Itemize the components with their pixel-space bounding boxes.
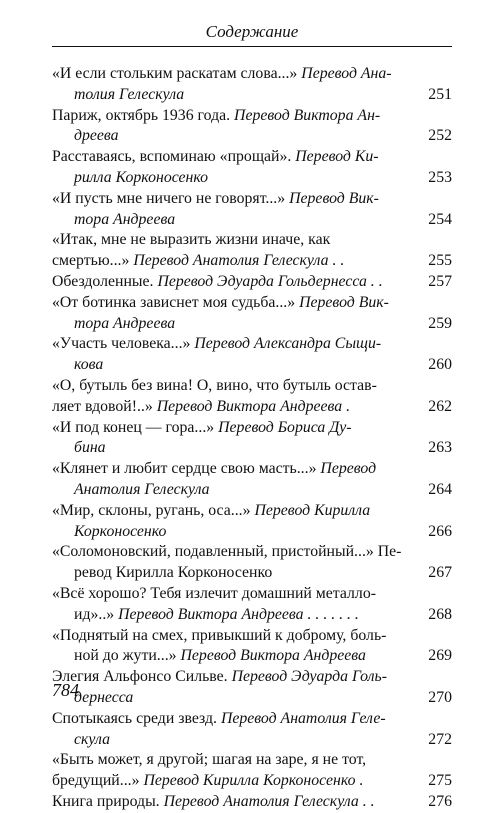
table-of-contents: [52, 64, 452, 813]
toc-entry: [52, 542, 452, 584]
toc-entry-title: «От ботинка зависнет моя судьба...» Перевод Вик-: [52, 293, 389, 311]
toc-entry-continuation: Анатолия Гелескула: [74, 480, 210, 498]
toc-entry-title: «Всё хорошо? Тебя излечит домашний металло-: [52, 584, 376, 602]
toc-page-number: 260: [428, 356, 452, 374]
toc-entry: [52, 64, 452, 106]
toc-page-number: 253: [428, 168, 452, 186]
toc-entry-continuation: ревод Кирилла Корконосенко: [74, 564, 273, 582]
toc-entry-title: Спотыкаясь среди звезд. Перевод Анатолия Геле-: [52, 709, 386, 727]
toc-page-number: 259: [428, 314, 452, 332]
toc-entry-title: «И если стольким раскатам слова...» Перевод Ана-: [52, 65, 392, 82]
toc-entry-title: «И пусть мне ничего не говорят...» Перевод Вик-: [52, 189, 379, 207]
toc-page-number: 268: [428, 605, 452, 623]
toc-entry: [52, 792, 452, 813]
toc-page-number: 264: [428, 480, 452, 498]
toc-page-number: 255: [428, 252, 452, 270]
toc-entry-title: «Итак, мне не выразить жизни иначе, как: [52, 231, 331, 249]
toc-entry: [52, 709, 452, 751]
toc-entry: [52, 293, 452, 335]
toc-entry-continuation: скула: [74, 730, 110, 748]
toc-page-number: 257: [428, 272, 452, 290]
toc-entry: [52, 667, 452, 709]
toc-page-number: 263: [428, 439, 452, 457]
toc-entry-title: Расставаясь, вспоминаю «прощай». Перевод Ки-: [52, 148, 379, 166]
toc-entry: [52, 459, 452, 501]
toc-entry-title: «Клянет и любит сердце свою масть...» Перевод: [52, 460, 377, 478]
toc-entry-continuation: дреева: [74, 127, 119, 145]
toc-entry-title: «Поднятый на смех, привыкший к доброму, боль-: [52, 626, 387, 644]
toc-page-number: 251: [428, 85, 452, 103]
toc-entry: [52, 376, 452, 418]
toc-page-number: 269: [428, 647, 452, 665]
toc-entry-continuation: ляет вдовой!..» Перевод Виктора Андреева .: [52, 397, 351, 415]
toc-entry-title: Париж, октябрь 1936 года. Перевод Виктора Ан-: [52, 106, 381, 124]
toc-entry: [52, 418, 452, 460]
toc-entry-continuation: дернесса: [74, 688, 134, 706]
toc-entry-title: Элегия Альфонсо Сильве. Перевод Эдуарда Голь-: [52, 668, 387, 686]
toc-page-number: 276: [428, 792, 452, 810]
toc-entry: [52, 334, 452, 376]
toc-entry: [52, 584, 452, 626]
toc-entry-title: Книга природы. Перевод Анатолия Гелескула . .: [52, 792, 375, 810]
toc-entry: [52, 189, 452, 231]
header-rule: [52, 46, 452, 47]
toc-entry-continuation: рилла Корконосенко: [74, 168, 209, 186]
toc-entry-continuation: бредущий...» Перевод Кирилла Корконосенко .: [52, 772, 364, 790]
toc-entry-continuation: бина: [74, 439, 106, 457]
toc-page-number: 262: [428, 397, 452, 415]
toc-entry-continuation: Корконосенко: [74, 522, 167, 540]
toc-page-number: 272: [428, 730, 452, 748]
toc-entry-title: «И под конец — гора...» Перевод Бориса Ду-: [52, 418, 352, 436]
toc-entry: [52, 106, 452, 148]
running-header: Содержание: [205, 22, 299, 41]
toc-page-number: 266: [428, 522, 452, 540]
toc-entry: [52, 626, 452, 668]
toc-entry: [52, 230, 452, 272]
toc-entry-continuation: смертью...» Перевод Анатолия Гелескула . .: [52, 252, 345, 270]
page-number: 784: [52, 680, 79, 700]
toc-entry-continuation: ной до жути...» Перевод Виктора Андреева: [74, 647, 366, 665]
toc-entry-continuation: тора Андреева: [74, 210, 176, 228]
toc-entry-title: «Мир, склоны, ругань, оса...» Перевод Кирилла: [52, 501, 371, 519]
toc-entry-continuation: толия Гелескула: [74, 85, 185, 103]
toc-entry-title: «Быть может, я другой; шагая на заре, я не тот,: [52, 751, 367, 769]
toc-page-number: 270: [428, 688, 452, 706]
toc-entry-title: Обездоленные. Перевод Эдуарда Гольдернесса . .: [52, 272, 383, 290]
toc-page-number: 267: [428, 564, 452, 582]
toc-entry: [52, 750, 452, 792]
toc-entry-continuation: ид»..» Перевод Виктора Андреева . . . . . . .: [74, 605, 359, 623]
toc-entry: [52, 147, 452, 189]
toc-entry-title: «О, бутыль без вина! О, вино, что бутыль остав-: [52, 376, 377, 394]
toc-entry-continuation: тора Андреева: [74, 314, 176, 332]
toc-page-number: 254: [428, 210, 452, 228]
toc-entry: [52, 501, 452, 543]
toc-entry-title: «Участь человека...» Перевод Александра Сыщи-: [52, 335, 382, 353]
toc-entry: [52, 272, 452, 293]
toc-entry-title: «Соломоновский, подавленный, пристойный...» Пе-: [52, 543, 402, 561]
toc-page-number: 275: [428, 772, 452, 790]
toc-page-number: 252: [428, 127, 452, 145]
toc-entry-continuation: кова: [74, 356, 104, 374]
